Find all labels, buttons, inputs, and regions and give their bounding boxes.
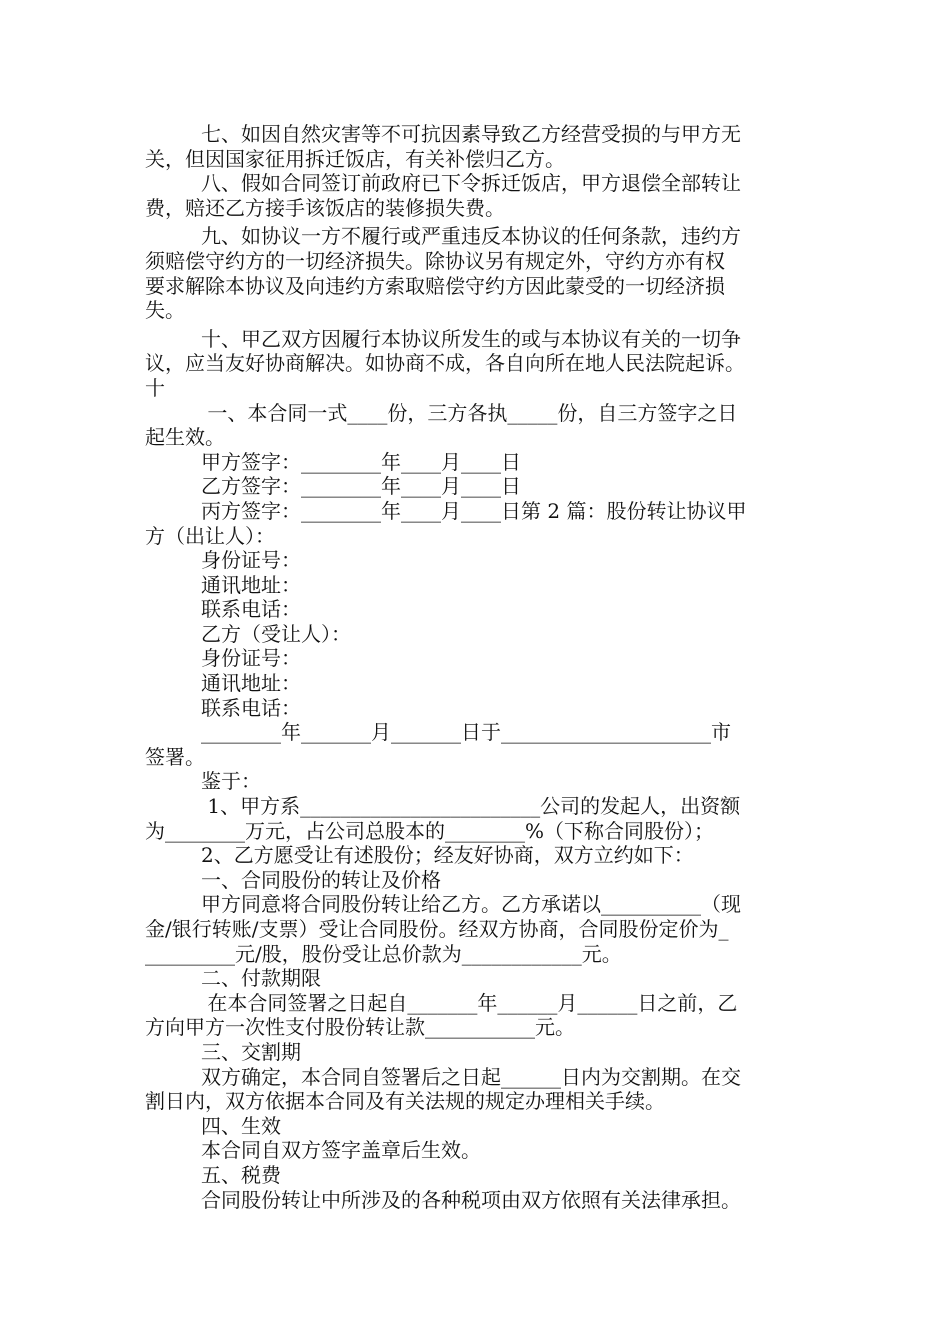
text-line: 七、如因自然灾害等不可抗因素导致乙方经营受损的与甲方无 bbox=[201, 122, 741, 146]
text-line: 甲方同意将合同股份转让给乙方。乙方承诺以__________（现 bbox=[201, 892, 741, 917]
text-line: 方向甲方一次性支付股份转让款___________元。 bbox=[145, 1015, 575, 1040]
text-line: 通讯地址： bbox=[201, 671, 301, 696]
text-line: 双方确定，本合同自签署后之日起______日内为交割期。在交 bbox=[201, 1064, 741, 1089]
text-line: 二、付款期限 bbox=[201, 966, 321, 991]
text-line: 乙方签字：________年____月____日 bbox=[201, 474, 521, 499]
text-line: 起生效。 bbox=[145, 425, 225, 450]
text-line: 签署。 bbox=[145, 744, 205, 769]
text-line: 为________万元，占公司总股本的________%（下称合同股份）； bbox=[145, 818, 715, 843]
text-line: 十、甲乙双方因履行本协议所发生的或与本协议有关的一切争 bbox=[201, 326, 741, 351]
text-line: 九、如协议一方不履行或严重违反本协议的任何条款，违约方 bbox=[201, 224, 741, 249]
text-line: 乙方（受让人）： bbox=[201, 621, 351, 646]
text-line: 四、生效 bbox=[201, 1113, 281, 1138]
text-line: 丙方签字：________年____月____日第 2 篇：股份转让协议甲 bbox=[201, 498, 747, 523]
text-line: 身份证号： bbox=[201, 646, 301, 671]
text-line: 关，但因国家征用拆迁饭店，有关补偿归乙方。 bbox=[145, 146, 565, 171]
text-line: 1、甲方系________________________公司的发起人，出资额 bbox=[201, 794, 741, 819]
text-line: 方（出让人）： bbox=[145, 523, 275, 548]
text-line: 联系电话： bbox=[201, 597, 301, 622]
text-line: 议，应当友好协商解决。如协商不成，各自向所在地人民法院起诉。 bbox=[145, 351, 745, 376]
text-line: 一、合同股份的转让及价格 bbox=[201, 867, 441, 892]
text-line: 本合同自双方签字盖章后生效。 bbox=[201, 1138, 481, 1163]
text-line: 八、假如合同签订前政府已下令拆迁饭店，甲方退偿全部转让 bbox=[201, 171, 741, 196]
document-body bbox=[145, 122, 815, 1212]
text-line: ________年_______月_______日于_____________________市 bbox=[201, 720, 731, 745]
text-line: 鉴于： bbox=[201, 769, 261, 794]
text-line: _________元/股，股份受让总价款为____________元。 bbox=[145, 941, 622, 966]
text-line: 五、税费 bbox=[201, 1162, 281, 1187]
text-line: 失。 bbox=[145, 298, 185, 323]
text-line: 在本合同签署之日起自_______年______月______日之前，乙 bbox=[201, 990, 738, 1015]
text-line: 一、本合同一式____份，三方各执_____份，自三方签字之日 bbox=[201, 400, 738, 425]
text-line: 甲方签字：________年____月____日 bbox=[201, 449, 521, 474]
text-line: 割日内，双方依据本合同及有关法规的规定办理相关手续。 bbox=[145, 1089, 665, 1114]
text-line: 三、交割期 bbox=[201, 1039, 301, 1064]
text-line: 通讯地址： bbox=[201, 572, 301, 597]
text-line: 费，赔还乙方接手该饭店的装修损失费。 bbox=[145, 195, 505, 220]
text-line: 联系电话： bbox=[201, 695, 301, 720]
text-line: 2、乙方愿受让有述股份；经友好协商，双方立约如下： bbox=[201, 843, 694, 868]
text-line: 要求解除本协议及向违约方索取赔偿守约方因此蒙受的一切经济损 bbox=[145, 273, 725, 298]
text-line: 须赔偿守约方的一切经济损失。除协议另有规定外，守约方亦有权 bbox=[145, 248, 725, 273]
text-line: 合同股份转让中所涉及的各种税项由双方依照有关法律承担。 bbox=[201, 1187, 741, 1212]
text-line: 十 bbox=[145, 375, 165, 400]
text-line: 金/银行转账/支票）受让合同股份。经双方协商，合同股份定价为_ bbox=[145, 917, 729, 941]
text-line: 身份证号： bbox=[201, 548, 301, 573]
